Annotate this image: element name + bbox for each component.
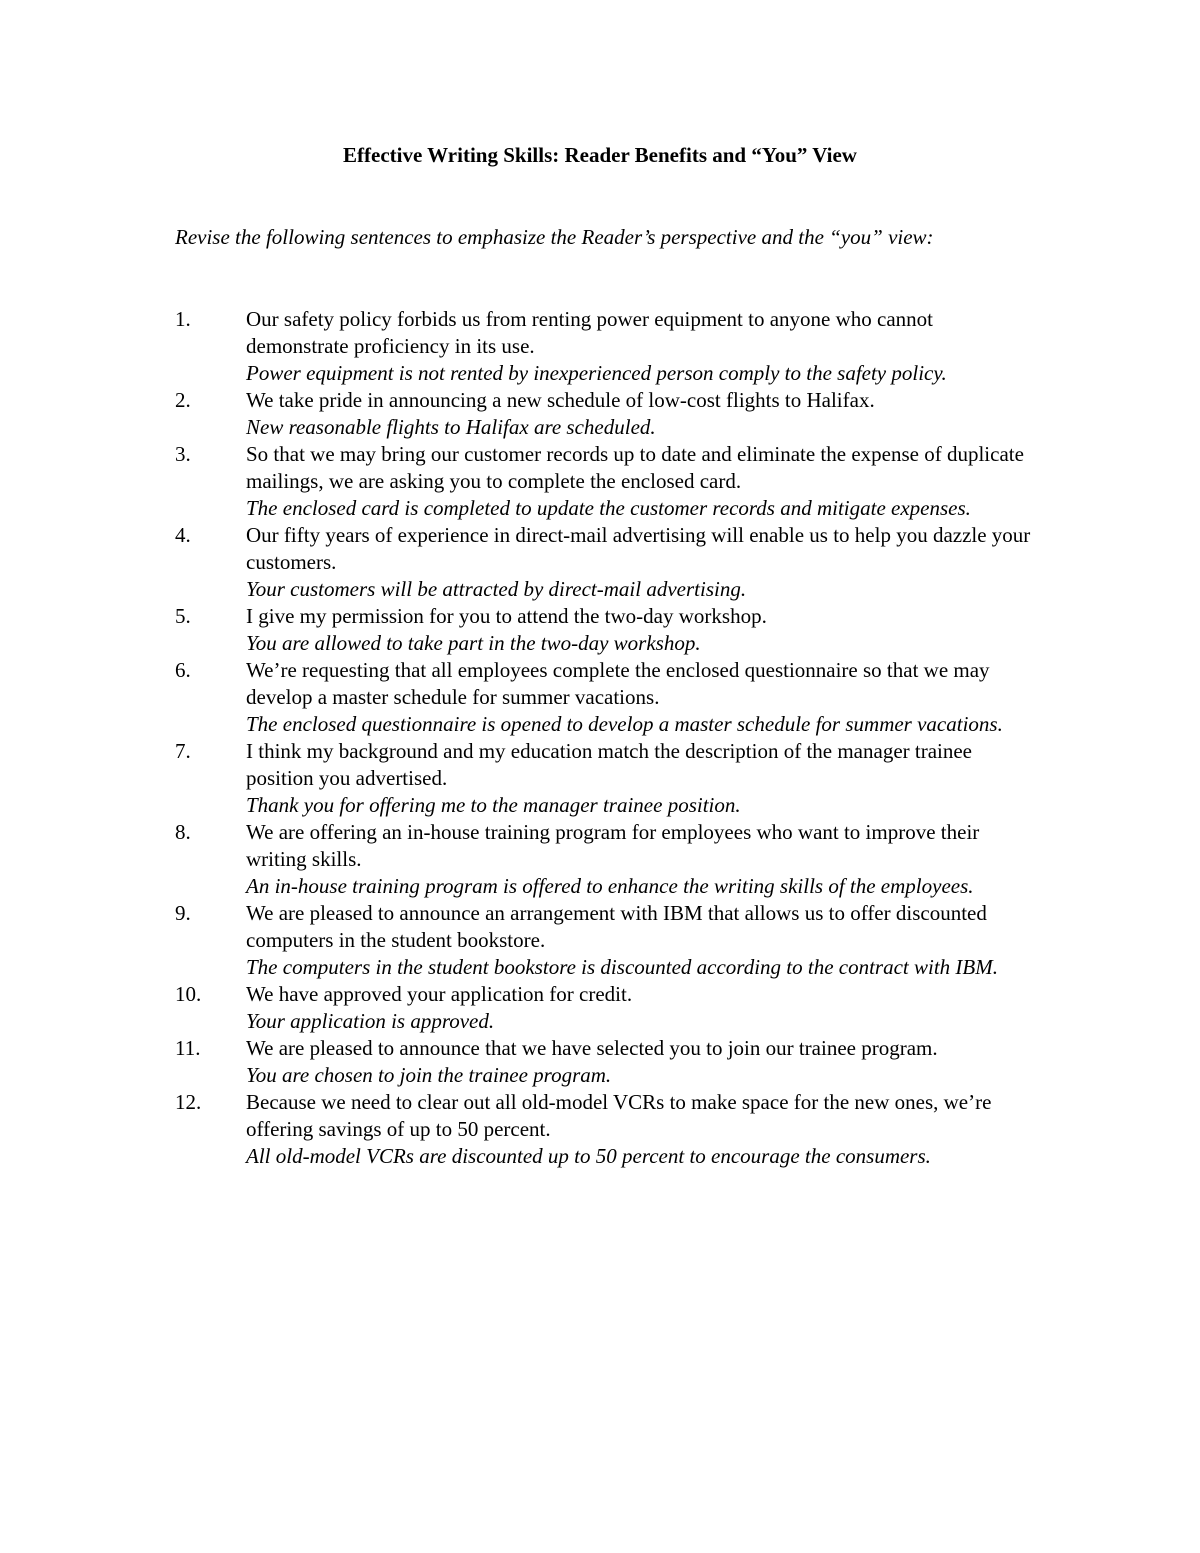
original-sentence: Our fifty years of experience in direct-mail advertising will enable us to help you dazzle your customers. bbox=[246, 523, 1031, 574]
item-number: 2. bbox=[175, 388, 191, 412]
original-sentence: We are pleased to announce that we have selected you to join our trainee program. bbox=[246, 1036, 938, 1060]
revised-sentence: You are allowed to take part in the two-day workshop. bbox=[246, 631, 701, 655]
revised-sentence: Thank you for offering me to the manager trainee position. bbox=[246, 793, 741, 817]
list-item bbox=[175, 603, 1035, 657]
revised-sentence: New reasonable flights to Halifax are scheduled. bbox=[246, 415, 656, 439]
item-number: 3. bbox=[175, 442, 191, 466]
original-sentence: Our safety policy forbids us from renting power equipment to anyone who cannot demonstrate proficiency in its use. bbox=[246, 307, 934, 358]
original-sentence: I give my permission for you to attend the two-day workshop. bbox=[246, 604, 767, 628]
original-sentence: We are offering an in-house training program for employees who want to improve their writing skills. bbox=[246, 820, 980, 871]
item-number: 1. bbox=[175, 307, 191, 331]
original-sentence: We have approved your application for credit. bbox=[246, 982, 633, 1006]
list-item bbox=[175, 387, 1035, 441]
item-number: 12. bbox=[175, 1090, 202, 1114]
document-title: Effective Writing Skills: Reader Benefits and “You” View bbox=[343, 143, 857, 167]
revised-sentence: The enclosed questionnaire is opened to develop a master schedule for summer vacations. bbox=[246, 712, 1003, 736]
revised-sentence: The enclosed card is completed to update the customer records and mitigate expenses. bbox=[246, 496, 971, 520]
original-sentence: Because we need to clear out all old-model VCRs to make space for the new ones, we’re offering savings of up to 50 percent. bbox=[246, 1090, 992, 1141]
list-item bbox=[175, 657, 1035, 738]
revised-sentence: You are chosen to join the trainee program. bbox=[246, 1063, 612, 1087]
item-number: 10. bbox=[175, 982, 202, 1006]
item-number: 6. bbox=[175, 658, 191, 682]
revised-sentence: The computers in the student bookstore is discounted according to the contract with IBM. bbox=[246, 955, 999, 979]
list-item bbox=[175, 1035, 1035, 1089]
list-item bbox=[175, 306, 1035, 387]
original-sentence: I think my background and my education match the description of the manager trainee position you advertised. bbox=[246, 739, 973, 790]
original-sentence: We’re requesting that all employees complete the enclosed questionnaire so that we may develop a master schedule for summer vacations. bbox=[246, 658, 990, 709]
list-item bbox=[175, 819, 1035, 900]
original-sentence: So that we may bring our customer records up to date and eliminate the expense of duplicate mailings, we are asking you to complete the enclosed card. bbox=[246, 442, 1024, 493]
revised-sentence: All old-model VCRs are discounted up to 50 percent to encourage the consumers. bbox=[246, 1144, 931, 1168]
item-number: 8. bbox=[175, 820, 191, 844]
instruction-text: Revise the following sentences to emphasize the Reader’s perspective and the “you” view: bbox=[175, 225, 934, 249]
list-item bbox=[175, 522, 1035, 603]
item-number: 5. bbox=[175, 604, 191, 628]
item-number: 4. bbox=[175, 523, 191, 547]
original-sentence: We take pride in announcing a new schedule of low-cost flights to Halifax. bbox=[246, 388, 875, 412]
revised-sentence: Your customers will be attracted by direct-mail advertising. bbox=[246, 577, 747, 601]
item-number: 11. bbox=[175, 1036, 201, 1060]
list-item bbox=[175, 441, 1035, 522]
list-item bbox=[175, 981, 1035, 1035]
revised-sentence: Power equipment is not rented by inexperienced person comply to the safety policy. bbox=[246, 361, 947, 385]
revised-sentence: Your application is approved. bbox=[246, 1009, 495, 1033]
list-item bbox=[175, 900, 1035, 981]
exercise-list bbox=[175, 306, 1035, 1170]
item-number: 7. bbox=[175, 739, 191, 763]
item-number: 9. bbox=[175, 901, 191, 925]
list-item bbox=[175, 738, 1035, 819]
revised-sentence: An in-house training program is offered to enhance the writing skills of the employees. bbox=[246, 874, 974, 898]
list-item bbox=[175, 1089, 1035, 1170]
original-sentence: We are pleased to announce an arrangement with IBM that allows us to offer discounted computers in the student bookstore. bbox=[246, 901, 987, 952]
